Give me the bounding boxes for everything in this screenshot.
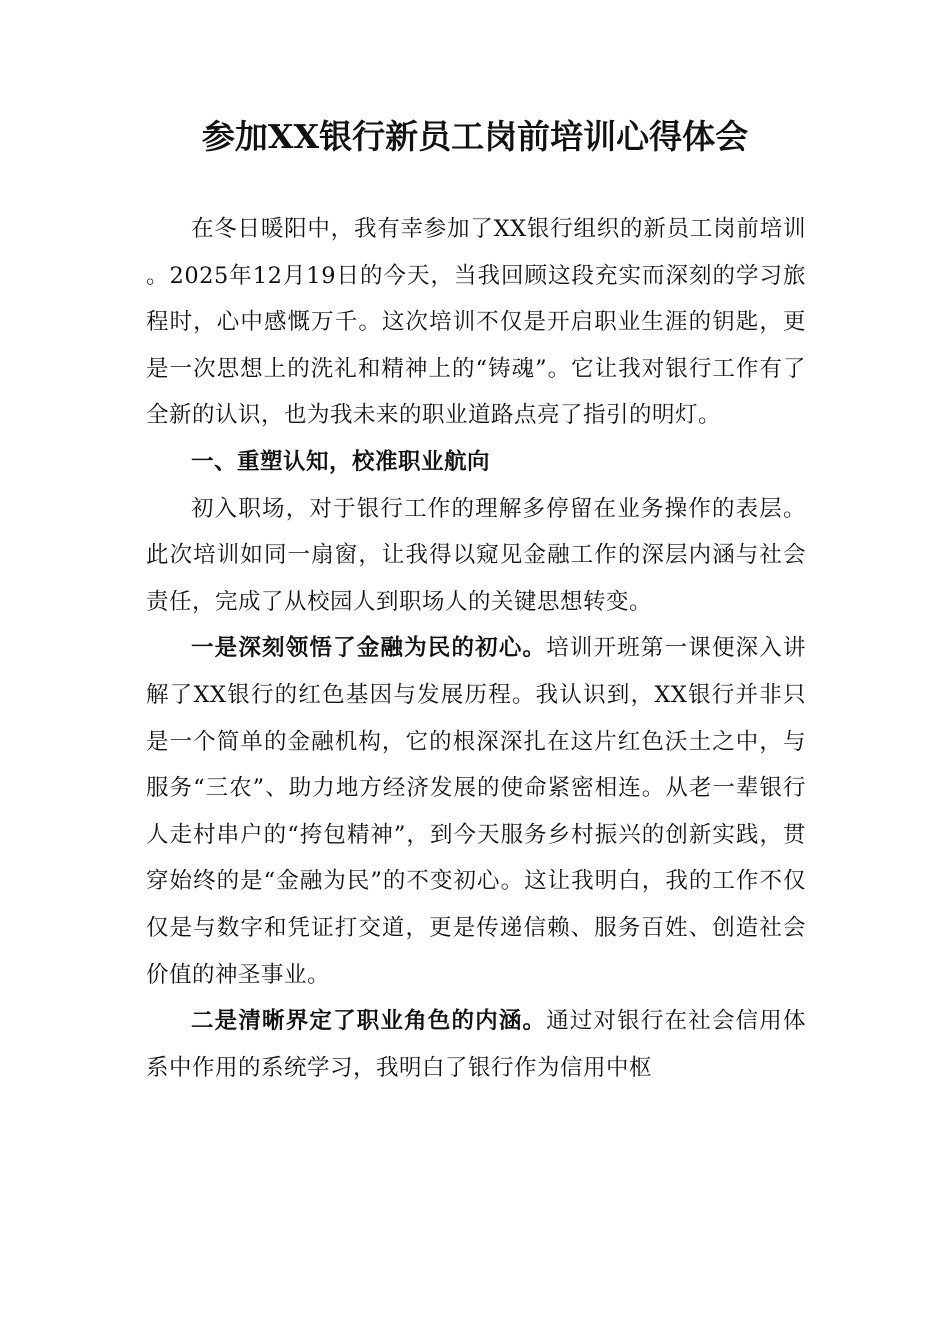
section-1-paragraph: 初入职场，对于银行工作的理解多停留在业务操作的表层。此次培训如同一扇窗，让我得以窥见金融工作的深层内涵与社会责任，完成了从校园人到职场人的关键思想转变。 — [146, 495, 806, 615]
point-1-text: 培训开班第一课便深入讲解了XX银行的红色基因与发展历程。我认识到，XX银行并非只是一个简单的金融机构，它的根深深扎在这片红色沃土之中，与服务“三农”、助力地方经济发展的使命紧密相连。从老一辈银行人走村串户的“挎包精神”，到今天服务乡村振兴的创新实践，贯穿始终的是“金融为民”的不变初心。这让我明白，我的工作不仅仅是与数字和凭证打交道，更是传递信赖、服务百姓、创造社会价值的神圣事业。 — [146, 635, 806, 988]
point-1-paragraph — [146, 625, 806, 998]
document-body — [146, 206, 806, 1091]
point-2-text: 通过对银行在社会信用体系中作用的系统学习，我明白了银行作为信用中枢 — [146, 1008, 806, 1081]
point-2-lead: 二是清晰界定了职业角色的内涵。 — [191, 1008, 547, 1035]
document-title: 参加XX银行新员工岗前培训心得体会 — [201, 117, 749, 156]
section-1-heading: 一、重塑认知，校准职业航向 — [191, 448, 491, 475]
point-2-paragraph — [146, 998, 806, 1091]
intro-paragraph: 在冬日暖阳中，我有幸参加了XX银行组织的新员工岗前培训。2025年12月19日的今天，当我回顾这段充实而深刻的学习旅程时，心中感慨万千。这次培训不仅是开启职业生涯的钥匙，更是一次思想上的洗礼和精神上的“铸魂”。它让我对银行工作有了全新的认识，也为我未来的职业道路点亮了指引的明灯。 — [146, 216, 806, 429]
point-1-lead: 一是深刻领悟了金融为民的初心。 — [191, 635, 547, 662]
